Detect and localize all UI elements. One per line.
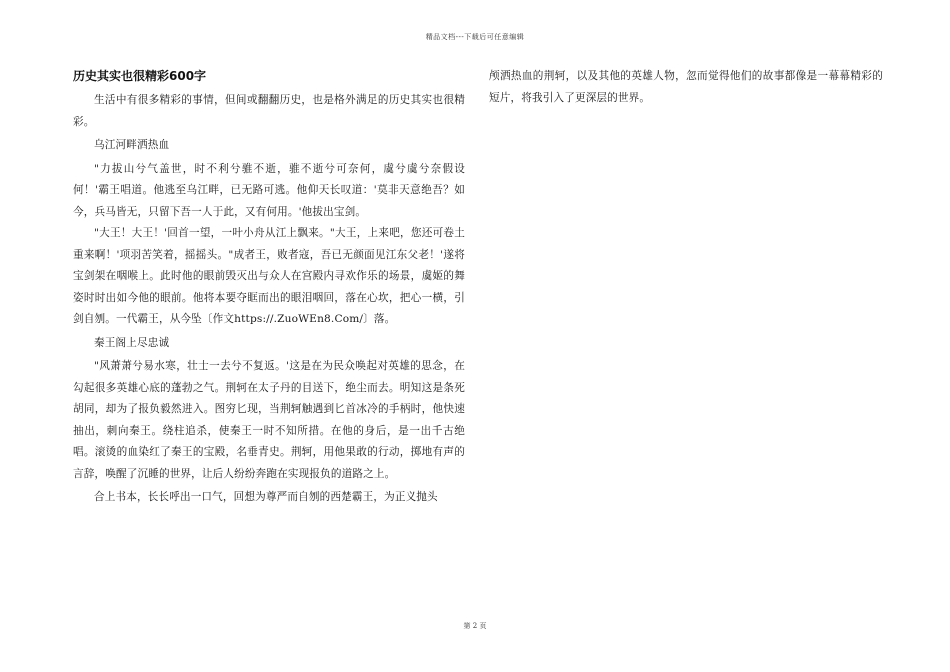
page-header: 精品文档---下载后可任意编辑 xyxy=(425,33,525,41)
section-heading-qinwang: 秦王阁上尽忠诚 xyxy=(94,336,170,349)
paragraph-conclusion-end: 颅洒热血的荆轲，以及其他的英雄人物，忽而觉得他们的故事都像是一幕幕精彩的短片，将我引入了更深层的世界。 xyxy=(489,70,883,104)
paragraph-xiangyu-death: "大王！大王！'回首一望，一叶小舟从江上飘来。"大王，上来吧，您还可卷土重来啊！'项羽苦笑着，摇摇头。"成者王，败者寇，吾已无颜面见江东父老！'遂将宝剑架在咽喉上。此时他的眼前毁灭出与众人在宫殿内寻欢作乐的场景，虞姬的舞姿时时出如今他的眼前。他将本要夺眶而出的眼泪咽回，落在心坎，把心一横，引剑自刎。一代霸王，从今坠〔作文https://.ZuoWEn8.Com/〕落。 xyxy=(73,227,465,325)
left-column xyxy=(73,66,465,509)
paragraph-xiangyu-song: "力拔山兮气盖世，时不利兮骓不逝，骓不逝兮可奈何，虞兮虞兮奈假设何！'霸王唱道。他逃至乌江畔，已无路可逃。他仰天长叹道：'莫非天意绝吾？如今，兵马皆无，只留下吾一人于此，又有何用。'他拔出宝剑。 xyxy=(73,162,465,218)
paragraph-intro: 生活中有很多精彩的事情，但间或翻翻历史，也是格外满足的历史其实也很精彩。 xyxy=(73,94,465,128)
section-heading-wujiang: 乌江河畔洒热血 xyxy=(94,139,170,151)
right-column xyxy=(489,66,883,109)
article-title: 历史其实也很精彩600字 xyxy=(73,69,207,83)
paragraph-jingke: "风萧萧兮易水寒，壮士一去兮不复返。'这是在为民众唤起对英雄的思念，在勾起很多英雄心底的蓬勃之气。荆轲在太子丹的目送下，绝尘而去。明知这是条死胡同，却为了报负毅然进入。图穷匕现，当荆轲触遇到匕首冰冷的手柄时，他快速抽出，刺向秦王。绕柱追杀，使秦王一时不知所措。在他的身后，是一出千古绝唱。滚烫的血染红了秦王的宝殿，名垂青史。荆轲，用他果敢的行动，掷地有声的言辞，唤醒了沉睡的世界，让后人纷纷奔跑在实现报负的道路之上。 xyxy=(73,360,465,480)
page-number: 第 2 页 xyxy=(463,622,487,630)
paragraph-conclusion-start: 合上书本，长长呼出一口气，回想为尊严而自刎的西楚霸王，为正义抛头 xyxy=(94,491,438,503)
